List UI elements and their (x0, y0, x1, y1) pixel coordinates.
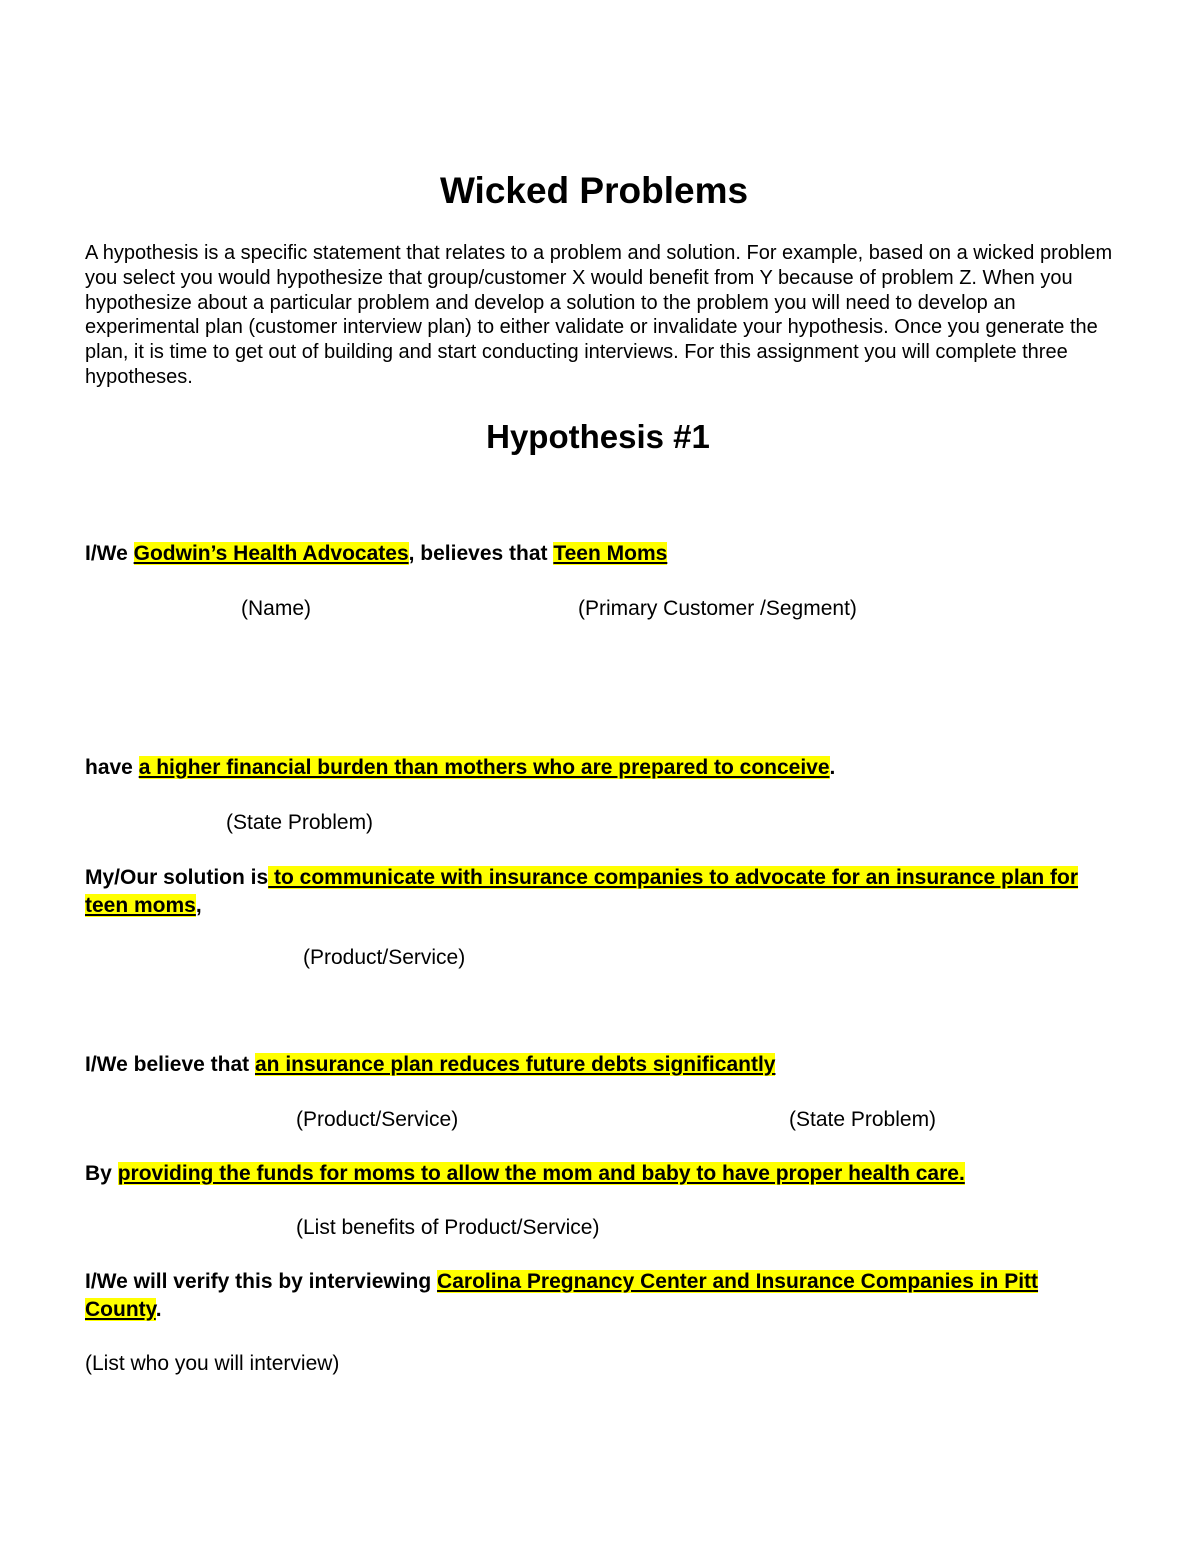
benefit-answer: providing the funds for moms to allow the mom and baby to have proper health care. (117, 1162, 965, 1185)
statement-suffix: . (155, 1298, 162, 1321)
hypothesis-heading: Hypothesis #1 (486, 418, 710, 455)
statement-prefix: have (85, 756, 139, 779)
interviewees-answer: Carolina Pregnancy Center and Insurance Companies in Pitt County (85, 1270, 1039, 1321)
statement-belief (85, 1051, 775, 1079)
statement-prefix: I/We will verify this by interviewing (85, 1270, 438, 1293)
belief-answer: an insurance plan reduces future debts significantly (255, 1053, 776, 1076)
caption-customer: (Primary Customer /Segment) (578, 597, 857, 620)
caption-name: (Name) (241, 597, 312, 620)
statement-connector: , believes that (408, 542, 554, 565)
statement-prefix: My/Our solution is (85, 866, 269, 889)
caption-benefits: (List benefits of Product/Service) (296, 1216, 600, 1239)
caption-product-service: (Product/Service) (303, 946, 466, 969)
statement-benefit (85, 1160, 965, 1188)
customer-answer: Teen Moms (553, 542, 668, 565)
problem-answer: a higher financial burden than mothers who are prepared to conceive (138, 756, 830, 779)
caption-problem: (State Problem) (226, 811, 374, 834)
caption-product-service-2: (Product/Service) (296, 1108, 459, 1131)
solution-answer: to communicate with insurance companies to advocate for an insurance plan for teen moms (85, 866, 1079, 917)
intro-paragraph: A hypothesis is a specific statement that relates to a problem and solution. For example, based on a wicked problem you select you would hypothesize that group/customer X would benefit from Y because of problem Z. When you hypothesize about a particular problem and develop a solution to the problem you will need to develop an experimental plan (customer interview plan) to either validate or invalidate your hypothesis. Once you generate the plan, it is time to get out of building and start conducting interviews. For this assignment you will complete three hypotheses. (85, 242, 1113, 388)
caption-state-problem-2: (State Problem) (789, 1108, 937, 1131)
statement-problem (85, 754, 835, 782)
statement-solution (85, 864, 1115, 920)
team-name-answer: Godwin’s Health Advocates (133, 542, 409, 565)
statement-suffix: . (829, 756, 836, 779)
statement-suffix: , (195, 894, 202, 917)
document-title: Wicked Problems (439, 170, 749, 211)
statement-prefix: By (85, 1162, 118, 1185)
statement-interview (85, 1268, 1120, 1324)
statement-prefix: I/We believe that (85, 1053, 255, 1076)
caption-interviewees: (List who you will interview) (85, 1352, 340, 1375)
statement-name-customer (85, 540, 667, 568)
statement-prefix: I/We (85, 542, 134, 565)
